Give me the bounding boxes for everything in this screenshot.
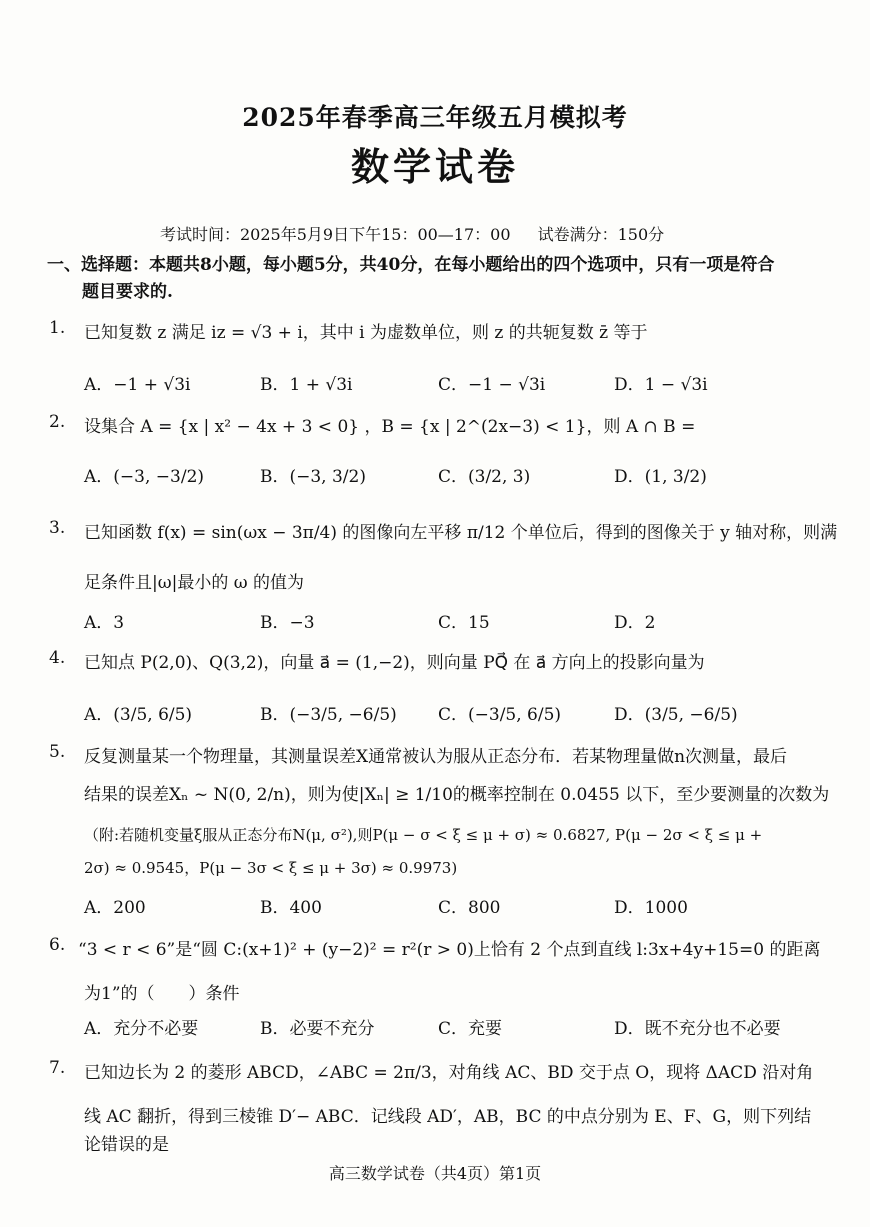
exam-title: 2025年春季高三年级五月模拟考 [242, 103, 628, 132]
option-a: A．(−3, −3/2) [84, 467, 205, 487]
option-a: A．−1 + √3i [84, 375, 191, 395]
question-text-cont: 足条件且|ω|最小的 ω 的值为 [84, 573, 304, 593]
question-text-cont: 线 AC 翻折，得到三棱锥 D′− ABC．记线段 AD′，AB，BC 的中点分别为 E、F、G，则下列结 [84, 1107, 812, 1127]
option-c: C．800 [438, 898, 501, 918]
section-heading-cont: 题目要求的. [82, 282, 173, 302]
section-heading: 一、选择题：本题共8小题，每小题5分，共40分，在每小题给出的四个选项中，只有一项是符合 [47, 255, 775, 275]
option-a: A．充分不必要 [84, 1019, 199, 1039]
question-text-cont: 为1”的（ ）条件 [84, 984, 240, 1004]
option-c: C．充要 [438, 1019, 503, 1039]
question-text: “3 < r < 6”是“圆 C:(x+1)² + (y−2)² = r²(r > 0)上恰有 2 个点到直线 l:3x+4y+15=0 的距离 [78, 940, 821, 960]
option-d: D．2 [614, 613, 656, 633]
question-text: 设集合 A = {x | x² − 4x + 3 < 0} ，B = {x | 2^(2x−3) < 1}，则 A ∩ B = [84, 417, 696, 437]
question-number: 7. [49, 1058, 66, 1078]
option-c: C．(−3/5, 6/5) [438, 705, 562, 725]
option-c: C．(3/2, 3) [438, 467, 531, 487]
question-number: 6. [49, 935, 66, 955]
question-number: 5. [49, 742, 66, 762]
subject-title: 数学试卷 [350, 144, 519, 189]
question-text: 已知点 P(2,0)、Q(3,2)，向量 a⃗ = (1,−2)，则向量 PQ⃗ 在 a⃗ 方向上的投影向量为 [84, 653, 705, 673]
question-number: 3. [49, 518, 66, 538]
option-d: D．既不充分也不必要 [614, 1019, 781, 1039]
option-b: B．(−3/5, −6/5) [260, 705, 397, 725]
question-text-cont: 论错误的是 [84, 1135, 169, 1155]
exam-meta [160, 222, 686, 245]
exam-time: 考试时间：2025年5月9日下午15：00—17：00 [160, 225, 511, 244]
question-note: （附:若随机变量ξ服从正态分布N(μ, σ²),则P(μ − σ < ξ ≤ μ + σ) ≈ 0.6827, P(μ − 2σ < ξ ≤ μ + [84, 826, 763, 844]
question-number: 4. [49, 648, 66, 668]
option-b: B．必要不充分 [260, 1019, 375, 1039]
question-text: 已知函数 f(x) = sin(ωx − 3π/4) 的图像向左平移 π/12 个单位后，得到的图像关于 y 轴对称，则满 [84, 523, 838, 543]
option-a: A．3 [84, 613, 125, 633]
option-d: D．1 − √3i [614, 375, 708, 395]
question-text-cont: 结果的误差Xₙ ~ N(0, 2/n)，则为使|Xₙ| ≥ 1/10的概率控制在 0.0455 以下，至少要测量的次数为 [84, 785, 830, 805]
question-number: 1. [49, 318, 66, 338]
question-note-cont: 2σ) ≈ 0.9545，P(μ − 3σ < ξ ≤ μ + 3σ) ≈ 0.9973) [84, 859, 458, 877]
question-text: 已知复数 z 满足 iz = √3 + i，其中 i 为虚数单位，则 z 的共轭复数 z̄ 等于 [84, 323, 648, 343]
option-b: B．(−3, 3/2) [260, 467, 366, 487]
option-b: B．1 + √3i [260, 375, 353, 395]
option-d: D．(1, 3/2) [614, 467, 707, 487]
question-text: 反复测量某一个物理量，其测量误差X通常被认为服从正态分布．若某物理量做n次测量，最后 [84, 747, 788, 767]
question-text: 已知边长为 2 的菱形 ABCD，∠ABC = 2π/3，对角线 AC、BD 交于点 O，现将 ΔACD 沿对角 [84, 1063, 814, 1083]
option-c: C．−1 − √3i [438, 375, 546, 395]
option-d: D．1000 [614, 898, 688, 918]
option-d: D．(3/5, −6/5) [614, 705, 738, 725]
option-b: B．400 [260, 898, 322, 918]
option-a: A．(3/5, 6/5) [84, 705, 193, 725]
page-footer: 高三数学试卷（共4页）第1页 [328, 1164, 542, 1183]
option-b: B．−3 [260, 613, 315, 633]
option-c: C．15 [438, 613, 490, 633]
question-number: 2. [49, 412, 66, 432]
option-a: A．200 [84, 898, 146, 918]
full-score: 试卷满分：150分 [537, 225, 665, 244]
